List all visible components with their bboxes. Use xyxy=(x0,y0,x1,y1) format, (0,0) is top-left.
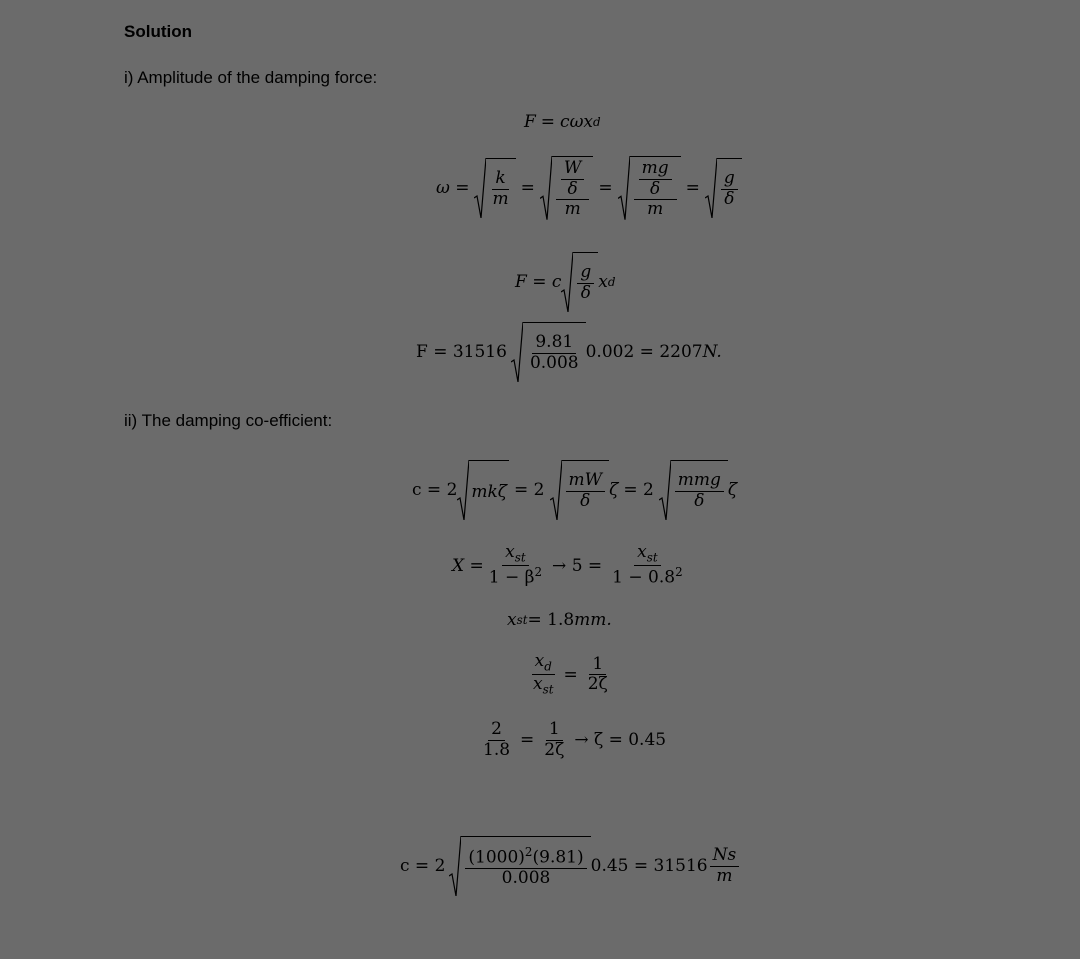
page-heading: Solution xyxy=(124,22,192,41)
equation-damping-numeric: c = 2 $\frac{(1000)^2(9.81)}{0.008}$ 0.45 = 31516 $\frac{Ns}{m}$ xyxy=(400,836,741,896)
section-title-amplitude: i) Amplitude of the damping force: xyxy=(124,68,378,87)
equation-damping-coefficient: c = 2 mkζ = 2 $\frac{mW}{\delta}$ ζ = 2 $\frac{\text{mmg}}{\delta}$ ζ xyxy=(412,460,737,520)
equation-force-numeric: F = 31516 $\frac{9.81}{0.008}$ 0.002 = 2207 N. xyxy=(416,322,722,382)
equation-zeta-solution: $\frac{2}{1.8}$ = $\frac{1}{2\zeta}$ → ζ = 0.45 xyxy=(483,719,667,760)
section-title-damping-coefficient: ii) The damping co-efficient: xyxy=(124,411,333,430)
equation-resonance-ratio: $\frac{x_d}{x_{st}}$ = $\frac{1}{2\zeta}$ xyxy=(533,651,608,697)
equation-omega: ω = $\frac{k}{m}$ = $\frac{\frac{W}{\delta}}{m}$ = $\frac{\frac{mg}{\delta}}{m}$ = $\frac{g}{\delta}$ xyxy=(436,156,742,220)
equation-force-definition: F = cωx d xyxy=(524,112,601,132)
equation-force-substituted: F = c $\frac{g}{\delta}$ x d xyxy=(515,252,615,312)
equation-static-deflection: x st = 1.8 mm. xyxy=(507,610,612,630)
equation-amplitude-ratio: X = $\frac{x_{st}}{1 - \beta^2}$ → 5 = $\frac{x_{st}}{1 - 0.8^2}$ xyxy=(452,542,683,588)
